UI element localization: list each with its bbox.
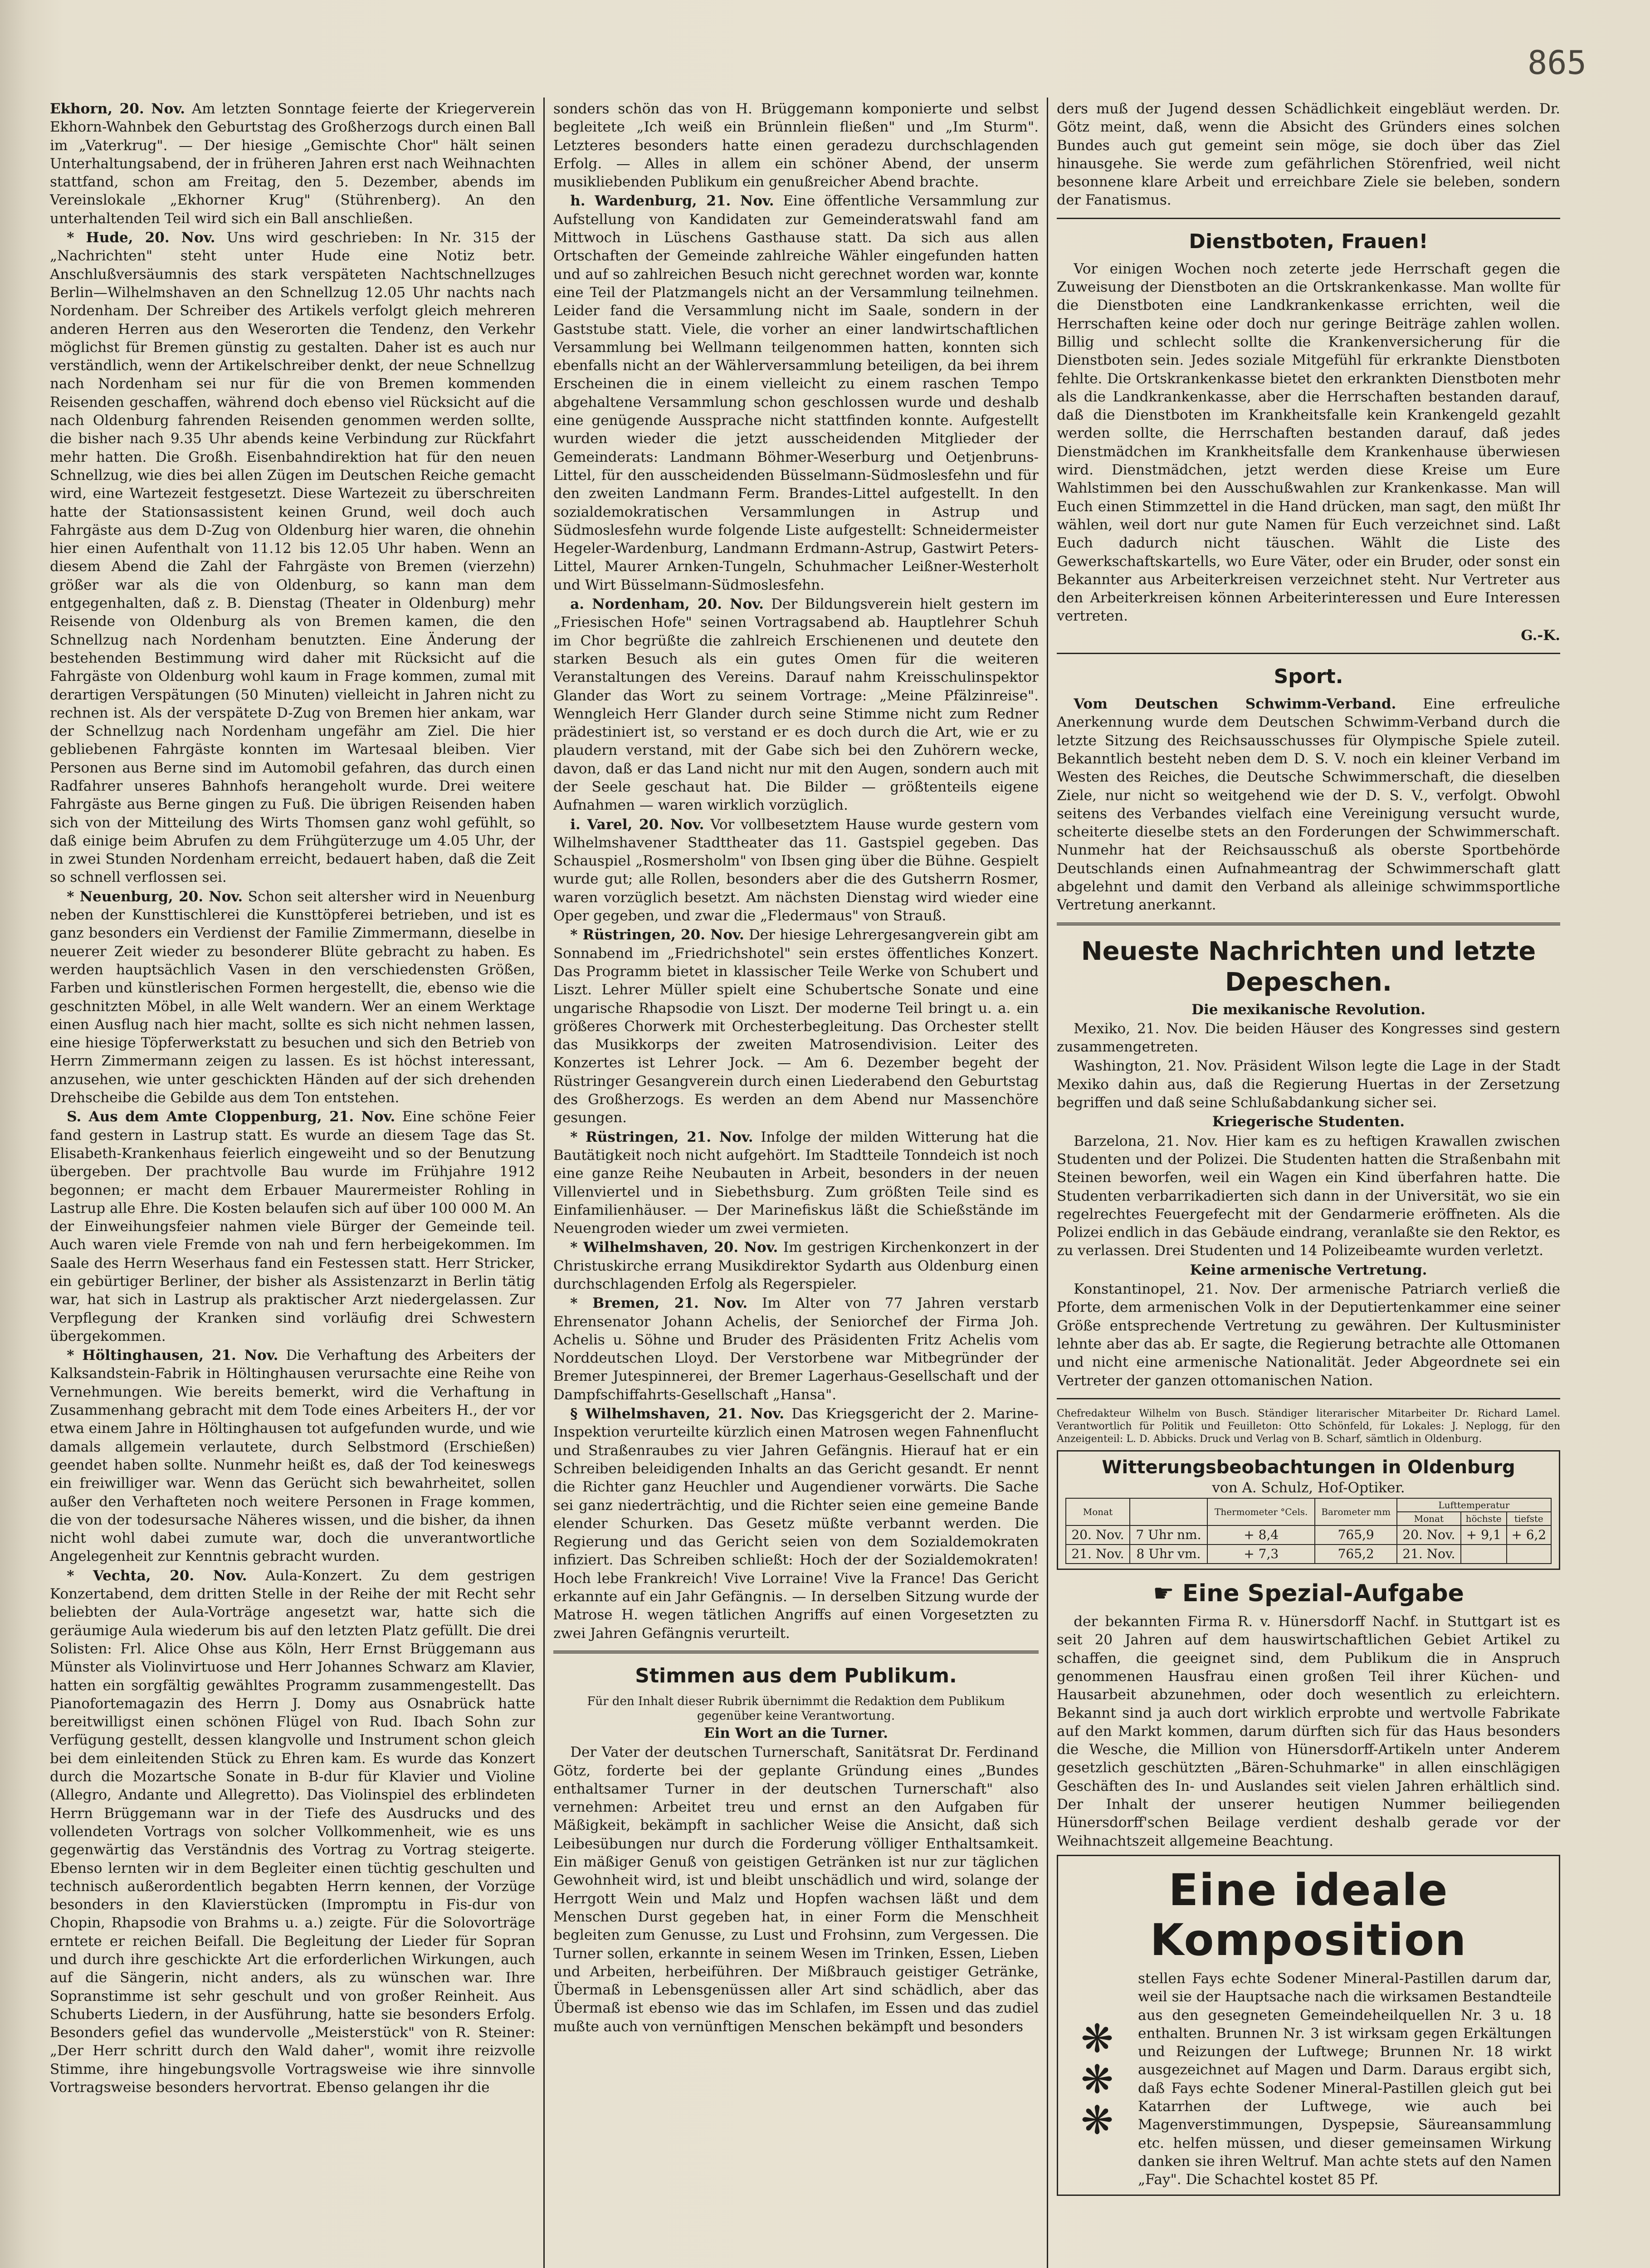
- article: [50, 1346, 535, 1566]
- table-cell: 8 Uhr vm.: [1130, 1545, 1207, 1564]
- neueste-paragraph: Konstantinopel, 21. Nov. Der armenische Patriarch verließ die Pforte, dem armenischen Volk in der Deputiertenkammer eine seiner Größe entsprechende Vertretung zu gewähren. Der Kultusminister lehnte aber das ab. Er sagte, die Regierung betrachte alle Ottomanen und nicht eine armenische Nationalität. Jeder Abgeordnete sei ein Vertreter der ganzen ottomanischen Nation.: [1057, 1281, 1560, 1389]
- article-dateline: Ekhorn, 20. Nov.: [50, 101, 186, 117]
- article-text: Uns wird geschrieben: In Nr. 315 der „Nachrichten" steht unter Hude eine Notiz betr. Anschlußversäumnis des stark verspäteten Nachtschnellzuges Berlin—Wilhelmshaven an den Schnellzug 12.05 Uhr nachts nach Nordenham. Der Schreiber des Artikels verfolgt gleich mehreren anderen Herren aus den Weserorten die Tendenz, den Verkehr möglichst für Bremen günstig zu gestalten. Daher ist es auch nur verständlich, wenn der Artikelschreiber denkt, der neue Schnellzug nach Nordenham sei nur für die von Bremen kommenden Reisenden geschaffen, während doch ebenso viel Rücksicht auf die nach Oldenburg fahrenden Reisenden genommen werden sollte, die bisher nach 9.35 Uhr abends keine Verbindung zur Rückfahrt mehr hatten. Die Großh. Eisenbahndirektion hat für den neuen Schnellzug, wie dies bei allen Zügen im Deutschen Reiche gemacht wird, eine Wartezeit festgesetzt. Diese Wartezeit zu überschreiten hatte der Stationsassistent keinen Grund, weil doch auch Fahrgäste aus dem D-Zug von Oldenburg hier waren, die ohnehin hier einen Aufenthalt von 11.12 bis 12.05 Uhr haben. Wenn an diesem Abend die Zahl der Fahrgäste von Bremen (vierzehn) größer war als die von Oldenburg, so kann man dem entgegenhalten, daß z. B. Dienstag (Theater in Oldenburg) mehr Reisende von Oldenburg als von Bremen kamen, die den Schnellzug nach Nordenham benutzten. Eine Änderung der bestehenden Bestimmung wird daher mit Rücksicht auf die Fahrgäste von Oldenburg wohl kaum in Frage kommen, zumal mit derartigen Verspätungen (50 Minuten) vielleicht in Jahren nicht zu rechnen ist. Als der verspätete D-Zug von Bremen hier ankam, war der Schnellzug nach Nordenham ungefähr am Ziel. Die hier gebliebenen Fahrgäste konnten im Wartesaal bleiben. Vier Personen aus Berne sind im Automobil gefahren, das durch einen Radfahrer unseres Bahnhofs herangeholt wurde. Drei weitere Fahrgäste aus Berne gingen zu Fuß. Die übrigen Reisenden haben sich von der Mitteilung des Wirts Thomsen ganz wohl gefühlt, so daß einige beim Abrufen zu dem Frühgüterzuge um 4.05 Uhr, der in zwei Stunden Nordenham erreicht, bedauert haben, daß die Zeit so schnell verflossen sei.: [50, 230, 536, 886]
- column-3: [1057, 100, 1560, 2200]
- article: [553, 816, 1039, 925]
- article: [553, 595, 1039, 815]
- article: [553, 1405, 1039, 1642]
- article-text: Vor vollbesetztem Hause wurde gestern vom Wilhelmshavener Stadttheater das 11. Gastspiel gegeben. Das Schauspiel „Rosmersholm" von Ibsen ging über die Bühne. Gespielt wurde gut; alle Rollen, besonders aber die des Gutsherrn Rosmer, waren vorzüglich besetzt. Am nächsten Dienstag wird wieder eine Oper gegeben, und zwar die „Fledermaus" von Strauß.: [553, 816, 1039, 924]
- article-text: Der hiesige Lehrergesangverein gibt am Sonnabend im „Friedrichshotel" sein erstes öffentliches Konzert. Das Programm bietet in klassischer Teile Werke von Schubert und Liszt. Lehrer Müller spielt eine Schubertsche Sonate und eine ungarische Rhapsodie von Liszt. Der moderne Teil bringt u. a. ein größeres Chorwerk mit Orchesterbegleitung. Das Orchester stellt das Musikkorps der zweiten Matrosendivision. Leiter des Konzertes ist Lehrer Jock. — Am 6. Dezember begeht der Rüstringer Gesangverein durch einen Liederabend den Geburtstag des Großherzogs. Es werden an dem Abend nur Massenchöre gesungen.: [553, 927, 1039, 1126]
- article-dateline: i. Varel, 20. Nov.: [570, 816, 704, 833]
- article-text: Infolge der milden Witterung hat die Bautätigkeit noch nicht aufgehört. Im Stadtteile Tonndeich ist noch eine ganze Reihe Neubauten in Arbeit, besonders in der neuen Villenviertel und in Siebethsburg. Zum größten Teile sind es Einfamilienhäuser. — Der Marinefiskus läßt die Schießstände im Neuengroden wieder um zwei vermieten.: [553, 1129, 1039, 1237]
- dienstboten-text: Vor einigen Wochen noch zeterte jede Herrschaft gegen die Zuweisung der Dienstboten an die Ortskrankenkasse. Man wollte für die Dienstboten eine Landkrankenkasse errichten, weil die Herrschaften keine oder doch nur geringe Beiträge zahlen wollen. Billig und schlecht sollte die Krankenversicherung für die Dienstboten sein. Jedes soziale Mitgefühl für erkrankte Dienstboten fehlte. Die Ortskrankenkasse bietet den erkrankten Dienstboten mehr als die Landkrankenkasse, aber die Herrschaften bestanden darauf, daß die Dienstboten im Krankheitsfalle kein Krankengeld gezahlt werden sollte, die Herrschaften bestanden darauf, daß jedes Dienstmädchen im Krankheitsfalle dem Krankenhause überwiesen wird. Dienstmädchen, jetzt werden diese Kreise um Eure Wahlstimmen bei den Ausschußwahlen zur Krankenkasse. Man will Euch einen Stimmzettel in die Hand drücken, man sagt, den müßt Ihr wählen, weil dort nur gute Namen für Euch verzeichnet sind. Laßt Euch dadurch nicht täuschen. Wählt die Liste des Gewerkschaftskartells, wo Eure Väter, oder ein Bruder, oder sonst ein Bekannter aus Arbeiterkreisen verzeichnet steht. Nur Vertreter aus den Arbeiterkreisen können Arbeiterinteressen und Eure Interessen vertreten.: [1057, 260, 1560, 625]
- section-divider: [1057, 1398, 1560, 1399]
- table-cell: [1507, 1545, 1551, 1564]
- table-cell: 765,2: [1315, 1545, 1396, 1564]
- article-text: sonders schön das von H. Brüggemann komponierte und selbst begleitete „Ich weiß ein Brünnlein fließen" und „Im Sturm". Letzteres besonders hatte einen geradezu durchschlagenden Erfolg. — Alles in allem ein schöner Abend, der unserm musikliebenden Publikum ein genußreicher Abend brachte.: [553, 101, 1039, 191]
- table-header: Lufttemperatur: [1397, 1498, 1551, 1512]
- article-dateline: S. Aus dem Amte Cloppenburg, 21. Nov.: [67, 1109, 395, 1125]
- column-rule: [1047, 98, 1048, 2268]
- article: [50, 229, 535, 887]
- neueste-paragraph: Washington, 21. Nov. Präsident Wilson legte die Lage in der Stadt Mexiko dahin aus, daß die Regierung Huertas in der Zersetzung begriffen und daß seine Schlußabdankung sicher sei.: [1057, 1058, 1560, 1111]
- neueste-subheading: Kriegerische Studenten.: [1212, 1114, 1405, 1130]
- article-dateline: * Rüstringen, 21. Nov.: [570, 1129, 753, 1145]
- sport-article: [1057, 695, 1560, 914]
- table-row: [1066, 1525, 1551, 1545]
- article-text: Im Alter von 77 Jahren verstarb Ehrensenator Johann Achelis, der Seniorchef der Firma Joh. Achelis u. Söhne und Bruder des Präsidenten Fritz Achelis vom Norddeutschen Lloyd. Der Verstorbene war Mitbegründer der Bremer Jutespinnerei, der Bremer Lagerhaus-Gesellschaft und der Dampfschiffahrts-Gesellschaft „Hansa".: [553, 1295, 1039, 1403]
- ad-content: [1065, 1970, 1552, 2190]
- advertisement: [1057, 1855, 1560, 2196]
- page-number: 865: [1527, 44, 1587, 82]
- table-header: [1130, 1498, 1207, 1525]
- dienstboten-signature: G.-K.: [1521, 627, 1560, 644]
- pointing-hand-icon: ☛: [1153, 1580, 1182, 1608]
- ad-title: Eine ideale Komposition: [1150, 1864, 1467, 1965]
- article-dateline: * Neuenburg, 20. Nov.: [67, 888, 243, 905]
- article: [50, 1108, 535, 1345]
- column-rule: [543, 98, 545, 2268]
- article-text: Schon seit altersher wird in Neuenburg neben der Kunsttischlerei die Kunsttöpferei betrieben, und ist es ganz besonders ein Verdienst der Familie Zimmermann, dieselbe in neuerer Zeit wieder zu besonderer Blüte gebracht zu haben. Es werden hauptsächlich Vasen in den verschiedensten Größen, Farben und künstlerischen Formen hergestellt, die, ebenso wie die geschnitzten Möbel, in alle Welt wandern. Wer an einem Werktage einen Ausflug nach hier macht, sollte es sich nicht nehmen lassen, eine hiesige Töpferwerkstatt zu besuchen und sich den Betrieb von Herrn Zimmermann zeigen zu lassen. Es ist höchst interessant, anzusehen, wie unter geschickten Händen auf der sich drehenden Drehscheibe die Gebilde aus dem Ton entstehen.: [50, 888, 535, 1106]
- table-cell: 7 Uhr nm.: [1130, 1525, 1207, 1545]
- article-dateline: * Bremen, 21. Nov.: [570, 1295, 748, 1312]
- table-cell: 20. Nov.: [1066, 1525, 1130, 1545]
- table-header: Thermometer °Cels.: [1207, 1498, 1315, 1525]
- article-text: Im gestrigen Kirchenkonzert in der Christuskirche errang Musikdirektor Sydarth aus Oldenburg einen durchschlagenden Erfolg als Regerspieler.: [553, 1239, 1039, 1292]
- section-divider: [1057, 923, 1560, 925]
- sport-text: Eine erfreuliche Anerkennung wurde dem Deutschen Schwimm-Verband durch die letzte Sitzung des Reichsausschusses für Olympische Spiele zuteil. Bekanntlich besteht neben dem D. S. V. noch ein kleiner Verband im Westen des Reiches, die Deutsche Schwimmerschaft, die dieselben Ziele, nur nicht so weitgehend wie der D. S. V., verfolgt. Obwohl seitens des Verbandes vielfach eine Vereinigung versucht wurde, scheiterte dieselbe stets an den Forderungen der Schwimmerschaft. Nunmehr hat der Reichsausschuß als oberste Sportbehörde Deutschlands einen Aufnahmeantrag der Schwimmerschaft glatt abgelehnt und damit den Verband als alleinige schwimmsportliche Vertretung anerkannt.: [1057, 696, 1561, 914]
- article-text: Am letzten Sonntage feierte der Kriegerverein Ekhorn-Wahnbek den Geburtstag des Großherzogs durch einen Ball im „Vaterkrug". — Der hiesige „Gemischte Chor" hält seinen Unterhaltungsabend, der in früheren Jahren erst nach Weihnachten stattfand, schon am Freitag, den 5. Dezember, abends im Vereinslokale „Ekhorner Krug" (Stührenberg). An den unterhaltenden Teil wird sich ein Ball anschließen.: [50, 101, 535, 227]
- spezial-heading: [1057, 1579, 1560, 1608]
- article-text: Eine schöne Feier fand gestern in Lastrup statt. Es wurde an diesem Tage das St. Elisabeth-Krankenhaus feierlich eingeweiht und so der Benutzung übergeben. Der prachtvolle Bau wurde im Frühjahre 1912 begonnen; er macht dem Erbauer Maurermeister Rohling in Lastrup alle Ehre. Die Kosten belaufen sich auf über 100 000 M. An der Einweihungsfeier nahmen viele Bürger der Gemeinde teil. Auch waren viele Fremde von nah und fern herbeigekommen. Im Saale des Herrn Weserhaus fand ein Festessen statt. Herr Stricker, ein gebürtiger Berliner, der bisher als Assistenzarzt in Berlin tätig war, hat sich in Lastrup als praktischer Arzt niedergelassen. Zur Verpflegung der Kranken sind vorläufig drei Schwestern übergekommen.: [50, 1109, 536, 1344]
- article-continuation: ders muß der Jugend dessen Schädlichkeit eingebläut werden. Dr. Götz meint, daß, wenn die Absicht des Gründers eines solchen Bundes auch gut gemeint sein möge, sie doch über das Ziel hinausgehe. Sie werde zum gefährlichen Störenfried, weil nicht besonnene klare Arbeit und erreichbare Ziele sie beleben, sondern der Fanatismus.: [1057, 101, 1560, 209]
- article-dateline: * Rüstringen, 20. Nov.: [570, 927, 744, 943]
- table-cell: 21. Nov.: [1397, 1545, 1461, 1564]
- table-row: [1066, 1545, 1551, 1564]
- article-dateline: * Hude, 20. Nov.: [67, 230, 215, 246]
- table-cell: + 8,4: [1207, 1525, 1315, 1545]
- table-cell: 21. Nov.: [1066, 1545, 1130, 1564]
- weather-title: Witterungsbeobachtungen in Oldenburg: [1102, 1457, 1515, 1478]
- neueste-paragraph: Barzelona, 21. Nov. Hier kam es zu heftigen Krawallen zwischen Studenten und der Polizei. Die Studenten hatten die Straßenbahn mit Steinen beworfen, weil ein Wagen ein Kind überfahren hatte. Die Studenten verbarrikadierten sich dann in der Universität, wo sie ein regelrechtes Feuergefecht mit der Gendarmerie eröffneten. Als die Polizei endlich in das Gebäude eindrang, veranlaßte sie den Rektor, es zu verlassen. Drei Studenten und 14 Polizeibeamte wurden verletzt.: [1057, 1133, 1560, 1259]
- table-header-row: [1066, 1498, 1551, 1512]
- article-dateline: h. Wardenburg, 21. Nov.: [570, 193, 774, 210]
- article: [50, 1567, 535, 2097]
- section-divider: [1057, 653, 1560, 654]
- publikum-heading: Stimmen aus dem Publikum.: [635, 1664, 957, 1687]
- table-cell: + 9,1: [1461, 1525, 1507, 1545]
- ad-text: stellen Fays echte Sodener Mineral-Pastillen darum dar, weil sie der Hauptsache nach die wirksamen Bestandteile aus den gesegneten Gemeindeheilquellen Nr. 3 u. 18 enthalten. Brunnen Nr. 3 ist wirksam gegen Erkältungen und Reizungen der Luftwege; Brunnen Nr. 18 wirkt ausgezeichnet auf Magen und Darm. Daraus ergibt sich, daß Fays echte Sodener Mineral-Pastillen gleich gut bei Katarrhen der Luftwege, wie auch bei Magenverstimmungen, Dyspepsie, Säureansammlung etc. helfen müssen, und dieser gemeinsamen Wirkung danken sie ihren Weltruf. Man achte stets auf den Namen „Fay". Die Schachtel kostet 85 Pf.: [1138, 1970, 1552, 2188]
- spezial-text: der bekannten Firma R. v. Hünersdorff Nachf. in Stuttgart ist es seit 20 Jahren auf dem hauswirtschaftlichen Gebiet Artikel zu schaffen, die geeignet sind, dem Publikum die in Anspruch genommenen Hausfrau einen großen Teil ihrer Küchen- und Hausarbeit abzunehmen, oder doch wesentlich zu erleichtern. Bekannt sind ja auch dort wirklich erprobte und wertvolle Fabrikate auf den Markt kommen, darum dürften sich für das Haus besonders die Wesche, die Million von Hünersdorff-Artikeln unter Anderem gesetzlich geschützten „Bären-Schuhmarke" in allen einschlägigen Geschäften des In- und Auslandes seit vielen Jahren erhältlich sind. Der Inhalt der unserer heutigen Nummer beiliegenden Hünersdorff'schen Beilage verdient deshalb gerade vor der Weihnachtszeit allgemeine Beachtung.: [1057, 1613, 1560, 1849]
- article-dateline: * Höltinghausen, 21. Nov.: [67, 1347, 278, 1364]
- publikum-title: Ein Wort an die Turner.: [703, 1725, 888, 1741]
- neueste-paragraph: Mexiko, 21. Nov. Die beiden Häuser des Kongresses sind gestern zusammengetreten.: [1057, 1020, 1560, 1056]
- neueste-heading: Neueste Nachrichten und letzte Depeschen.: [1081, 936, 1536, 997]
- table-header: Monat: [1066, 1498, 1130, 1525]
- sport-lead: Vom Deutschen Schwimm-Verband.: [1074, 696, 1396, 713]
- article-dateline: § Wilhelmshaven, 21. Nov.: [570, 1406, 785, 1422]
- article-text: Aula-Konzert. Zu dem gestrigen Konzertabend, dem dritten Stelle in der Reihe der mit Recht sehr beliebten der Aula-Vorträge angesetzt war, hatte sich die geräumige Aula wiederum bis auf den letzten Platz gefüllt. Die drei Solisten: Frl. Alice Ohse aus Köln, Herr Ernst Brüggemann aus Münster als Violinvirtuose und Herr Johannes Schwarz am Klavier, hatten ein sorgfältig gewähltes Programm zusammengestellt. Das Pianofortemagazin des Herrn J. Domy aus Osnabrück hatte bereitwilligst einen schönen Flügel von Rud. Ibach Sohn zur Verfügung gestellt, dessen klangvolle und Instrument schon gleich bei dem einleitenden Stück zu Ehren kam. Es wurde das Konzert durch die Mozartsche Sonate in B-dur für Klavier und Violine (Allegro, Andante und Allegretto). Das Violinspiel des erblindeten Herrn Brüggemann war in der Tiefe des Ausdrucks und des vollendeten Vortrags von solcher Vollkommenheit, wie es uns gegenwärtig das Verständnis des Vortrag zu Vortrag steigerte. Ebenso lernten wir in dem Begleiter einen tüchtig geschulten und technisch außerordentlich begabten Herrn kennen, der Vorzüge besonders in den Klavierstücken (Impromptu in Fis-dur von Chopin, Rhapsodie von Brahms u. a.) zeigte. Für die Solovorträge erntete er reichen Beifall. Die Begleitung der Lieder für Sopran und durch ihre geschickte Art die erforderlichen Wirkungen, auch auf die Sängerin, nicht anders, als zu wünschen war. Ihre Sopranstimme ist sehr geschult und von großer Reinheit. Aus Schuberts Liedern, in der Ausführung, hatte sie besonders Erfolg. Besonders gefiel das wundervolle „Meisterstück" von R. Steiner: „Der Herr schritt durch den Wald daher", womit ihre reizvolle Stimme, ihre hingebungsvolle Vortragsweise wie ihre sinnvolle Vortragsweise besonders hervortrat. Ebenso gelangen ihr die: [50, 1567, 535, 2096]
- weather-table: [1065, 1498, 1552, 1564]
- article-text: Das Kriegsgericht der 2. Marine-Inspektion verurteilte kürzlich einen Matrosen wegen Fahnenflucht und Straßenraubes zu vier Jahren Gefängnis. Hierauf hat er ein Schreiben beleidigenden Inhalts an das Gericht gesandt. Er nennt die Richter ganz Heuchler und Augendiener vorwärts. Die Sache sei ganz niederträchtig, und die Richter seien eine gemeine Bande elender Schurken. Das Gesetz müßte verbannt werden. Die Regierung und das Gericht seien von dem Sozialdemokraten infiziert. Das Schreiben schließt: Hoch der der Sozialdemokraten! Hoch lebe Frankreich! Vive Lorraine! Vive la France! Das Gericht erkannte auf ein Jahr Gefängnis. — In derselben Sitzung wurde der Matrose H. wegen tätlichen Angriffs auf einen Vorgesetzten zu zwei Jahren Gefängnis verurteilt.: [553, 1406, 1039, 1642]
- table-header: tiefste: [1507, 1512, 1551, 1525]
- ornament-icon: ❋ ❋ ❋: [1080, 2016, 1114, 2143]
- table-cell: 765,9: [1315, 1525, 1396, 1545]
- table-cell: + 6,2: [1507, 1525, 1551, 1545]
- article: [50, 100, 535, 228]
- article-text: Die Verhaftung des Arbeiters der Kalksandstein-Fabrik in Höltinghausen verursachte eine Reihe von Vernehmungen. Wie bereits bemerkt, wird die Verhaftung in Zusammenhang gebracht mit dem Tode eines Arbeiters H., der vor etwa einem Jahre in Höltinghausen tot aufgefunden wurde, und wie damals allgemein verlautete, durch Selbstmord (Erschießen) geendet haben sollte. Nunmehr heißt es, daß der Tod keineswegs ein freiwilliger war. Wenn das Gerücht sich bewahrheitet, sollen außer den Verhafteten noch weitere Personen in Frage kommen, die von der todesursache Näheres wissen, und die bisher, da ihnen nicht wohl dabei zumute war, doch die unverantwortliche Angelegenheit zur Kenntnis gebracht wurden.: [50, 1347, 535, 1565]
- column-1: [50, 100, 535, 2097]
- table-cell: + 7,3: [1207, 1545, 1315, 1564]
- article: [553, 1128, 1039, 1238]
- article: [553, 926, 1039, 1127]
- article-dateline: a. Nordenham, 20. Nov.: [570, 596, 764, 613]
- neueste-subheading: Keine armenische Vertretung.: [1190, 1261, 1427, 1278]
- section-divider: [553, 1651, 1039, 1653]
- table-header: Barometer mm: [1315, 1498, 1396, 1525]
- publikum-text: Der Vater der deutschen Turnerschaft, Sanitätsrat Dr. Ferdinand Götz, forderte bei der geplante Gründung eines „Bundes enthaltsamer Turner in der deutschen Turnerschaft" also vernehmen: Arbeitet treu und ernst an den Aufgaben für Mäßigkeit, bekämpft in sachlicher Weise die Ansicht, daß sich Leibesübungen nur durch die Forderung völliger Enthaltsamkeit. Ein mäßiger Genuß von geistigen Getränken ist nur zur täglichen Gewohnheit wird, ist und bleibt unschädlich und wird, solange der Herrgott Wein und Malz und Hopfen wachsen läßt und dem Menschen Durst gegeben hat, in einer Form die Menschheit begleiten zum Genusse, zu Lust und Frohsinn, zum Vergessen. Die Turner sollen, erkannte in seinem Wesen im Trinken, Essen, Lieben und Arbeiten, herbeiführen. Der Mißbrauch geistiger Getränke, Übermaß in Lebensgenüssen aller Art sind schädlich, aber das Übermaß ist ebenso wie das im Schlafen, im Essen und das zudiel mußte auch von vernünftigen Menschen bekämpft und besonders: [553, 1744, 1039, 2035]
- table-cell: [1461, 1545, 1507, 1564]
- article: [553, 192, 1039, 594]
- article-text: Der Bildungsverein hielt gestern im „Friesischen Hofe" seinen Vortragsabend ab. Hauptlehrer Schuh im Chor begrüßte die zahlreich Erschienenen und deutete den starken Besuch als ein gutes Omen für die weiteren Veranstaltungen des Vereins. Darauf nahm Kreisschulinspektor Glander das Wort zu seinem Vortrage: „Meine Pfälzinreise". Wenngleich Herr Glander durch seine Stimme nicht zum Redner prädestiniert ist, so verstand er es doch durch die Art, wie er zu plaudern verstand, mit der Gabe sich bei den Zuhörern wecke, davon, daß er das Land nicht nur mit den Augen, sondern auch mit der Seele geschaut hat. Die Bilder — größtenteils eigene Aufnahmen — waren wirklich vorzüglich.: [553, 596, 1039, 814]
- spezial-heading-text: Eine Spezial-Aufgabe: [1182, 1580, 1464, 1608]
- article: [50, 888, 535, 1107]
- dienstboten-heading: Dienstboten, Frauen!: [1189, 230, 1428, 253]
- table-cell: 20. Nov.: [1397, 1525, 1461, 1545]
- article: [553, 100, 1039, 191]
- neueste-subheading: Die mexikanische Revolution.: [1191, 1001, 1425, 1018]
- publikum-disclaimer: Für den Inhalt dieser Rubrik übernimmt die Redaktion dem Publikum gegenüber keine Verantwortung.: [587, 1694, 1005, 1723]
- impressum: Chefredakteur Wilhelm von Busch. Ständiger literarischer Mitarbeiter Dr. Richard Lamel. Verantwortlich für Politik und Feuilleton: Otto Schönfeld, für Lokales: J. Neplogg, für den Anzeigenteil: L. D. Abbicks. Druck und Verlag von B. Scharf, sämtlich in Oldenburg.: [1057, 1408, 1560, 1445]
- table-header: Monat: [1397, 1512, 1461, 1525]
- table-header: höchste: [1461, 1512, 1507, 1525]
- section-divider: [1057, 218, 1560, 219]
- article-dateline: * Vechta, 20. Nov.: [67, 1567, 247, 1584]
- article: [553, 1238, 1039, 1293]
- column-2: [553, 100, 1039, 2037]
- article-text: Eine öffentliche Versammlung zur Aufstellung von Kandidaten zur Gemeinderatswahl fand am Mittwoch in Lüschens Gasthause statt. Da sich aus allen Ortschaften der Gemeinde zahlreiche Wähler eingefunden hatten und auf so zahlreichen Besuch nicht gerechnet worden war, konnte eine Teil der Platzmangels nicht an der Versammlung teilnehmen. Leider fand die Versammlung nicht im Saale, sondern in der Gaststube statt. Viele, die vorher an einer landwirtschaftlichen Versammlung bei Wellmann teilgenommen hatten, konnten sich ebenfalls nicht an der Wählerversammlung beteiligen, da bei ihrem Erscheinen die in einem vielleicht zu einem raschen Tempo abgehaltene Versammlung schon geschlossen wurde und deshalb eine genügende Aussprache nicht stattfinden konnte. Aufgestellt wurden wieder die jetzt ausscheidenden Mitglieder der Gemeinderats: Landmann Böhmer-Weserburg und Oetjenbruns-Littel, für den ausscheidenden Büsselmann-Südmoslesfehn und für den zweiten Landmann Ferm. Brandes-Littel aufgestellt. In den sozialdemokratischen Versammlungen in Astrup und Südmoslesfehn wurde folgende Liste aufgestellt: Schneidermeister Hegeler-Wardenburg, Landmann Erdmann-Astrup, Gastwirt Peters-Littel, Maurer Arnken-Tungeln, Schuhmacher Leißner-Westerholt und Wirt Büsselmann-Südmoslesfehn.: [553, 193, 1039, 593]
- sport-heading: Sport.: [1274, 665, 1343, 689]
- weather-byline: von A. Schulz, Hof-Optiker.: [1212, 1479, 1405, 1496]
- weather-box: [1057, 1450, 1560, 1570]
- article: [553, 1294, 1039, 1404]
- article-dateline: * Wilhelmshaven, 20. Nov.: [570, 1239, 778, 1256]
